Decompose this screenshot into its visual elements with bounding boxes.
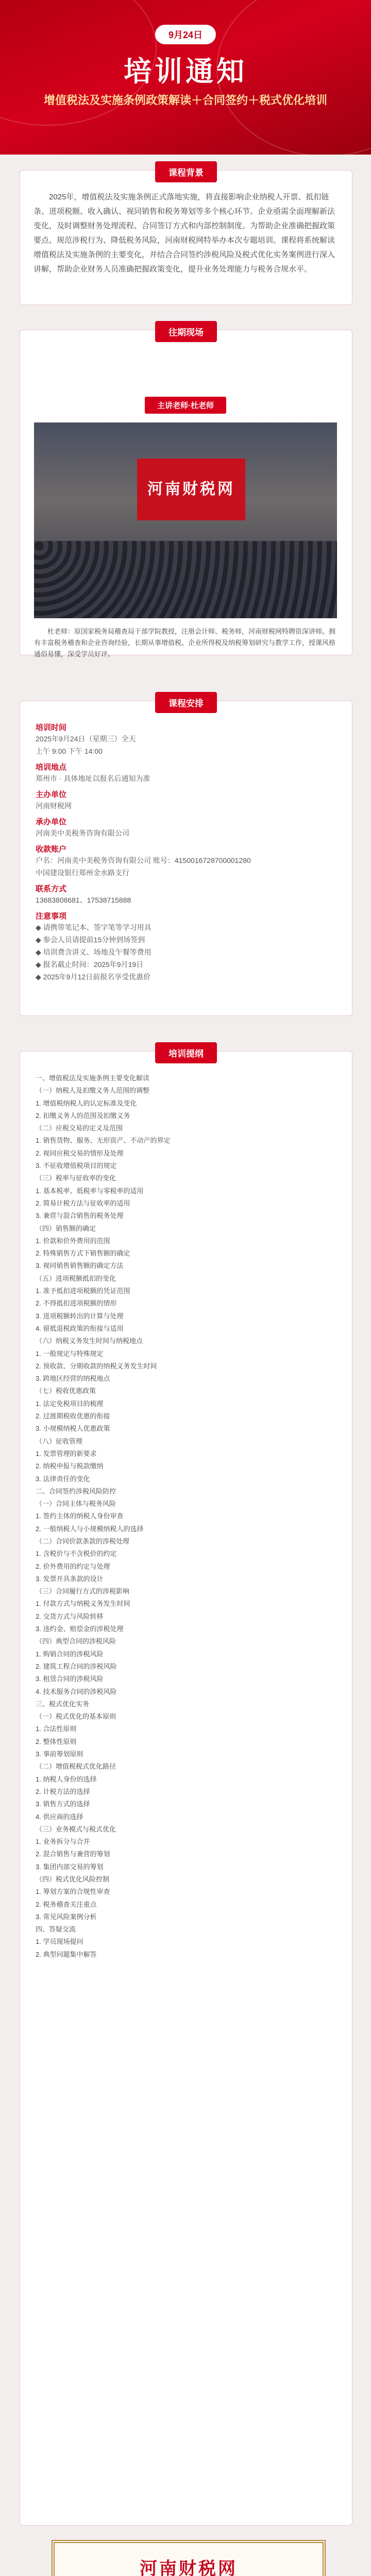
organizer-value: 河南财税网 — [36, 802, 72, 810]
contact-label: 联系方式 — [36, 885, 67, 893]
fee-label: 收款账户 — [36, 845, 67, 854]
outline-line: 3. 租赁合同的涉税风险 — [36, 1675, 104, 1683]
outline-line: （二）应税交易的定义及范围 — [36, 1124, 123, 1132]
note-item: ◆ 参会人员请提前15分钟到场签到 — [36, 936, 145, 944]
outline-line: 1. 合法性原则 — [36, 1725, 77, 1733]
date-badge: 9月24日 — [155, 25, 216, 44]
outline-line: 4. 供应商的选择 — [36, 1812, 83, 1821]
outline-line: （一）合同主体与税务风险 — [36, 1500, 116, 1508]
hours-value: 上午 9:00 下午 14:00 — [36, 747, 103, 755]
outline-line: 3. 法律责任的变化 — [36, 1475, 90, 1483]
outline-line: 3. 发票开具条款的设计 — [36, 1574, 104, 1583]
outline-line: （七）税收优惠政策 — [36, 1387, 96, 1395]
outline-line: （四）税式优化风险控制 — [36, 1875, 110, 1883]
outline-line: 3. 常见风险案例分析 — [36, 1912, 97, 1921]
outline-line: 1. 购销合同的涉税风险 — [36, 1650, 104, 1658]
outline-line: 3. 不征收增值税项目的规定 — [36, 1162, 117, 1170]
note-item: ◆ 报名截止时间：2025年9月19日 — [36, 960, 144, 969]
outline-line: 3. 事前筹划原则 — [36, 1750, 83, 1758]
arrangement-section — [20, 701, 352, 1016]
outline-line: 1. 销售货物、服务、无形资产、不动产的界定 — [36, 1137, 171, 1145]
outline-line: 1. 一般规定与特殊规定 — [36, 1349, 104, 1358]
outline-line: （一）税式优化的基本原则 — [36, 1713, 116, 1721]
outline-line: 3. 跨地区经营的纳税地点 — [36, 1375, 110, 1383]
outline-line: 3. 集团内部交易的筹划 — [36, 1862, 104, 1871]
outline-line: 4. 技术服务合同的涉税风险 — [36, 1687, 117, 1696]
outline-line: 1. 基本税率、低税率与零税率的适用 — [36, 1187, 144, 1195]
outline-line: （一）纳税人及扣缴义务人范围的调整 — [36, 1087, 150, 1095]
audience-crowd — [34, 541, 337, 618]
outline-line: 3. 小规模纳税人优惠政策 — [36, 1425, 110, 1433]
page-title: 培训通知 — [124, 56, 247, 87]
outline-line: 1. 筹划方案的合规性审查 — [36, 1888, 110, 1896]
outline-line: （二）合同价款条款的涉税处理 — [36, 1537, 130, 1545]
outline-line: 3. 兼营与混合销售的税务处理 — [36, 1212, 124, 1220]
outline-line: 1. 签约主体的纳税人身份审查 — [36, 1512, 124, 1520]
note-item: ◆ 请携带笔记本、签字笔等学习用具 — [36, 923, 151, 931]
outline-line: 2. 混合销售与兼营的筹划 — [36, 1850, 110, 1858]
projection-screen: 河南财税网 — [137, 459, 245, 520]
outline-line: 三、税式优化实务 — [36, 1700, 90, 1708]
place-label: 培训地点 — [36, 763, 67, 772]
outline-line: 四、答疑交流 — [36, 1925, 76, 1934]
outline-line: 1. 发票管理的新要求 — [36, 1449, 97, 1458]
outline-line: 2. 视同应税交易的情形及处理 — [36, 1149, 124, 1157]
background-text: 2025年，增值税法及实施条例正式落地实施，将直接影响企业纳税人开票、抵扣链条、进项税额、收入确认、视同销售和税务筹划等多个核心环节。企业亟需全面理解新法变化，及时调整财务处理流程、合同签订方式和内部控制制度。为帮助企业准确把握政策要点、规范涉税行为、降低税务风险，河南财税网特举办本次专题培训。课程将系统解读增值税法及实施条例的主要变化，并结合合同签约涉税风险及税式优化实务案例进行深入讲解，帮助企业财务人员准确把握政策变化，提升业务处理能力与税务合规水平。 — [33, 193, 335, 274]
outline-line: （二）增值税税式优化路径 — [36, 1762, 116, 1771]
outline-line: 2. 纳税申报与税款缴纳 — [36, 1462, 104, 1470]
training-photo — [34, 422, 337, 618]
outline-line: （三）税率与征收率的变化 — [36, 1174, 116, 1182]
teacher-text: 杜老师：原国家税务局稽查局干部学院教授，注册会计师、税务师，河南财税网特聘资深讲师。拥有丰富税务稽查和企业咨询经验，长期从事增值税、企业所得税及纳税筹划研究与教学工作，授课风格通俗易懂，深受学员好评。 — [34, 628, 336, 658]
outline-line: 4. 留抵退税政策的衔接与适用 — [36, 1324, 124, 1332]
outline-line: 2. 简易计税方法与征收率的适用 — [36, 1199, 130, 1207]
outline-line: （三）合同履行方式的涉税影响 — [36, 1587, 130, 1596]
outline-line: 1. 学员现场提问 — [36, 1938, 83, 1946]
contact-value: 13683808681、17538715888 — [36, 896, 131, 904]
outline-line: 3. 视同销售销售额的确定方法 — [36, 1262, 124, 1270]
outline-line: 1. 法定免税项目的梳理 — [36, 1399, 104, 1408]
note-item: ◆ 培训费含讲义、场地及午餐等费用 — [36, 948, 151, 956]
section-tag: 课程背景 — [155, 161, 217, 182]
certificate-brand: 河南财税网 — [140, 2559, 238, 2576]
time-value: 2025年9月24日（星期三）全天 — [36, 735, 136, 743]
outline-line: 3. 销售方式的选择 — [36, 1800, 90, 1808]
photo-caption: 主讲老师·杜老师 — [145, 397, 226, 414]
section-tag: 培训提纲 — [155, 1042, 217, 1063]
outline-line: （八）征收管理 — [36, 1437, 83, 1445]
outline-line: 1. 业务拆分与合并 — [36, 1838, 90, 1846]
outline-line: 1. 准予抵扣进项税额的凭证范围 — [36, 1287, 130, 1295]
time-label: 培训时间 — [36, 723, 67, 732]
outline-line: 2. 不得抵扣进项税额的情形 — [36, 1299, 117, 1308]
outline-line: 二、合同签约涉税风险防控 — [36, 1487, 116, 1495]
background-section — [20, 170, 352, 305]
note-item: ◆ 2025年9月12日前报名享受优惠价 — [36, 973, 151, 981]
outline-line: 2. 计税方法的选择 — [36, 1787, 90, 1795]
outline-line: 2. 典型问题集中解答 — [36, 1950, 97, 1958]
outline-line: 3. 违约金、赔偿金的涉税处理 — [36, 1625, 124, 1633]
outline-line: 1. 价款和价外费用的范围 — [36, 1236, 110, 1245]
outline-line: （四）典型合同的涉税风险 — [36, 1637, 116, 1646]
outline-line: 2. 整体性原则 — [36, 1737, 77, 1745]
cohost-label: 承办单位 — [36, 818, 67, 826]
outline-line: 1. 增值税纳税人的认定标准及变化 — [36, 1099, 137, 1107]
outline-line: （四）销售额的确定 — [36, 1224, 96, 1232]
fee-value: 户名：河南美中美税务咨询有限公司 账号：4150016728700001280 — [36, 856, 251, 865]
hero-banner — [0, 0, 371, 155]
outline-line: 2. 价外费用的约定与处理 — [36, 1562, 110, 1570]
outline-line: 1. 含税价与不含税价的约定 — [36, 1550, 117, 1558]
certificate-image — [52, 2540, 326, 2576]
fee-bank: 中国建设银行郑州金水路支行 — [36, 869, 129, 877]
outline-line: （三）业务模式与税式优化 — [36, 1825, 116, 1833]
outline-line: （五）进项税额抵扣的变化 — [36, 1274, 116, 1282]
outline-line: 一、增值税法及实施条例主要变化解读 — [36, 1074, 150, 1082]
page-subtitle: 增值税法及实施条例政策解读＋合同签约＋税式优化培训 — [43, 94, 327, 107]
outline-line: 2. 特殊销售方式下销售额的确定 — [36, 1249, 130, 1258]
outline-line: 2. 一般纳税人与小规模纳税人的选择 — [36, 1524, 144, 1533]
organizer-label: 主办单位 — [36, 790, 67, 799]
cohost-value: 河南美中美税务咨询有限公司 — [36, 829, 129, 837]
section-tag: 课程安排 — [155, 692, 217, 713]
outline-line: 2. 建筑工程合同的涉税风险 — [36, 1662, 117, 1670]
section-tag: 往期现场 — [155, 321, 217, 342]
outline-line: 2. 过渡期税收优惠的衔接 — [36, 1412, 110, 1420]
outline-line: 1. 纳税人身份的选择 — [36, 1775, 97, 1783]
outline-line: 2. 交货方式与风险转移 — [36, 1612, 104, 1620]
notes-label: 注意事项 — [36, 912, 67, 921]
outline-line: 2. 税务稽查关注重点 — [36, 1900, 97, 1908]
teacher-intro — [34, 626, 337, 660]
outline-list — [20, 1052, 352, 1961]
outline-line: （六）纳税义务发生时间与纳税地点 — [36, 1337, 143, 1345]
outline-section — [20, 1051, 352, 2526]
outline-line: 2. 预收款、分期收款的纳税义务发生时间 — [36, 1362, 157, 1370]
outline-line: 1. 付款方式与纳税义务发生时间 — [36, 1600, 130, 1608]
outline-line: 2. 扣缴义务人的范围及扣缴义务 — [36, 1111, 130, 1120]
outline-line: 3. 进项税额转出的计算与处理 — [36, 1312, 124, 1320]
place-value: 郑州市 · 具体地址以报名后通知为准 — [36, 774, 150, 783]
